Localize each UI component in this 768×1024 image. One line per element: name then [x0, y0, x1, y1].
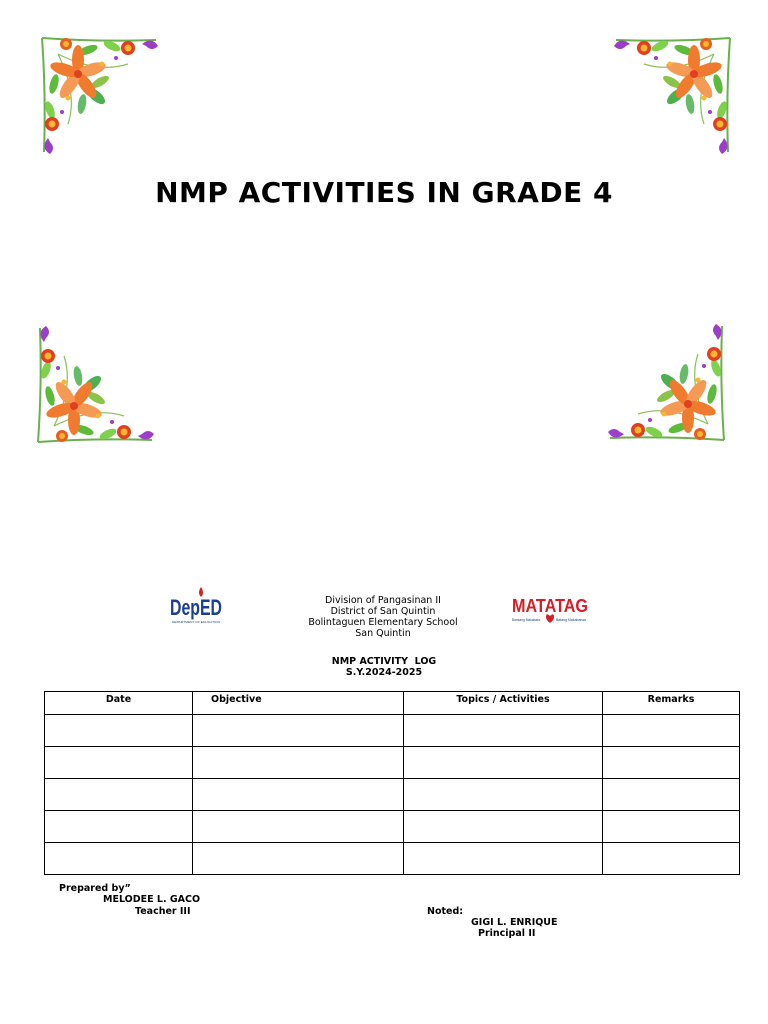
table-header-row: [45, 692, 740, 715]
log-title: NMP ACTIVITY LOG: [331, 656, 437, 667]
activity-log-table: [44, 691, 740, 875]
matatag-tagline-left: Bansang Makabata: [512, 618, 541, 622]
noted-by-position: Principal II: [478, 928, 536, 939]
table-row: [45, 843, 740, 875]
deped-logo: [170, 585, 226, 627]
letterhead-school: Bolintaguen Elementary School: [308, 617, 458, 628]
table-row: [45, 715, 740, 747]
table-row: [45, 747, 740, 779]
floral-corner-top-left: [38, 34, 162, 158]
table-cell[interactable]: [603, 779, 740, 811]
table-cell[interactable]: [404, 811, 603, 843]
table-row: [45, 811, 740, 843]
table-cell[interactable]: [404, 843, 603, 875]
school-year: S.Y.2024-2025: [345, 667, 423, 678]
floral-corner-middle-left: [34, 322, 158, 446]
noted-label: Noted:: [427, 906, 464, 917]
matatag-tagline-right: Batang Makabansa: [556, 618, 587, 622]
letterhead: [288, 595, 478, 639]
column-header-objective: Objective: [193, 692, 404, 715]
table-cell[interactable]: [193, 843, 404, 875]
table-cell[interactable]: [45, 715, 193, 747]
table-cell[interactable]: [603, 715, 740, 747]
letterhead-division: Division of Pangasinan II: [325, 595, 441, 606]
column-header-topics: Topics / Activities: [404, 692, 603, 715]
table-cell[interactable]: [193, 715, 404, 747]
prepared-by-position: Teacher III: [135, 906, 191, 917]
column-header-remarks: Remarks: [603, 692, 740, 715]
prepared-by-name: MELODEE L. GACO: [103, 894, 201, 905]
table-cell[interactable]: [45, 747, 193, 779]
table-cell[interactable]: [45, 779, 193, 811]
table-row: [45, 779, 740, 811]
table-cell[interactable]: [404, 715, 603, 747]
table-cell[interactable]: [603, 843, 740, 875]
table-cell[interactable]: [45, 843, 193, 875]
letterhead-district: District of San Quintin: [330, 606, 436, 617]
table-cell[interactable]: [603, 747, 740, 779]
table-cell[interactable]: [404, 747, 603, 779]
table-cell[interactable]: [603, 811, 740, 843]
matatag-logo: [510, 594, 590, 628]
matatag-logo-text: MATATAG: [512, 596, 588, 616]
log-heading: [284, 656, 484, 678]
table-cell[interactable]: [193, 811, 404, 843]
table-cell[interactable]: [404, 779, 603, 811]
page-title: NMP ACTIVITIES IN GRADE 4: [155, 176, 613, 209]
deped-logo-tagline: DEPARTMENT OF EDUCATION: [172, 620, 220, 624]
table-cell[interactable]: [45, 811, 193, 843]
noted-by-name: GIGI L. ENRIQUE: [471, 917, 558, 928]
prepared-by-label: Prepared by”: [59, 883, 131, 894]
floral-corner-middle-right: [604, 320, 728, 444]
table-cell[interactable]: [193, 747, 404, 779]
letterhead-town: San Quintin: [355, 628, 411, 639]
column-header-date: Date: [45, 692, 193, 715]
deped-logo-text: DepED: [170, 595, 222, 620]
table-cell[interactable]: [193, 779, 404, 811]
floral-corner-top-right: [610, 34, 734, 158]
